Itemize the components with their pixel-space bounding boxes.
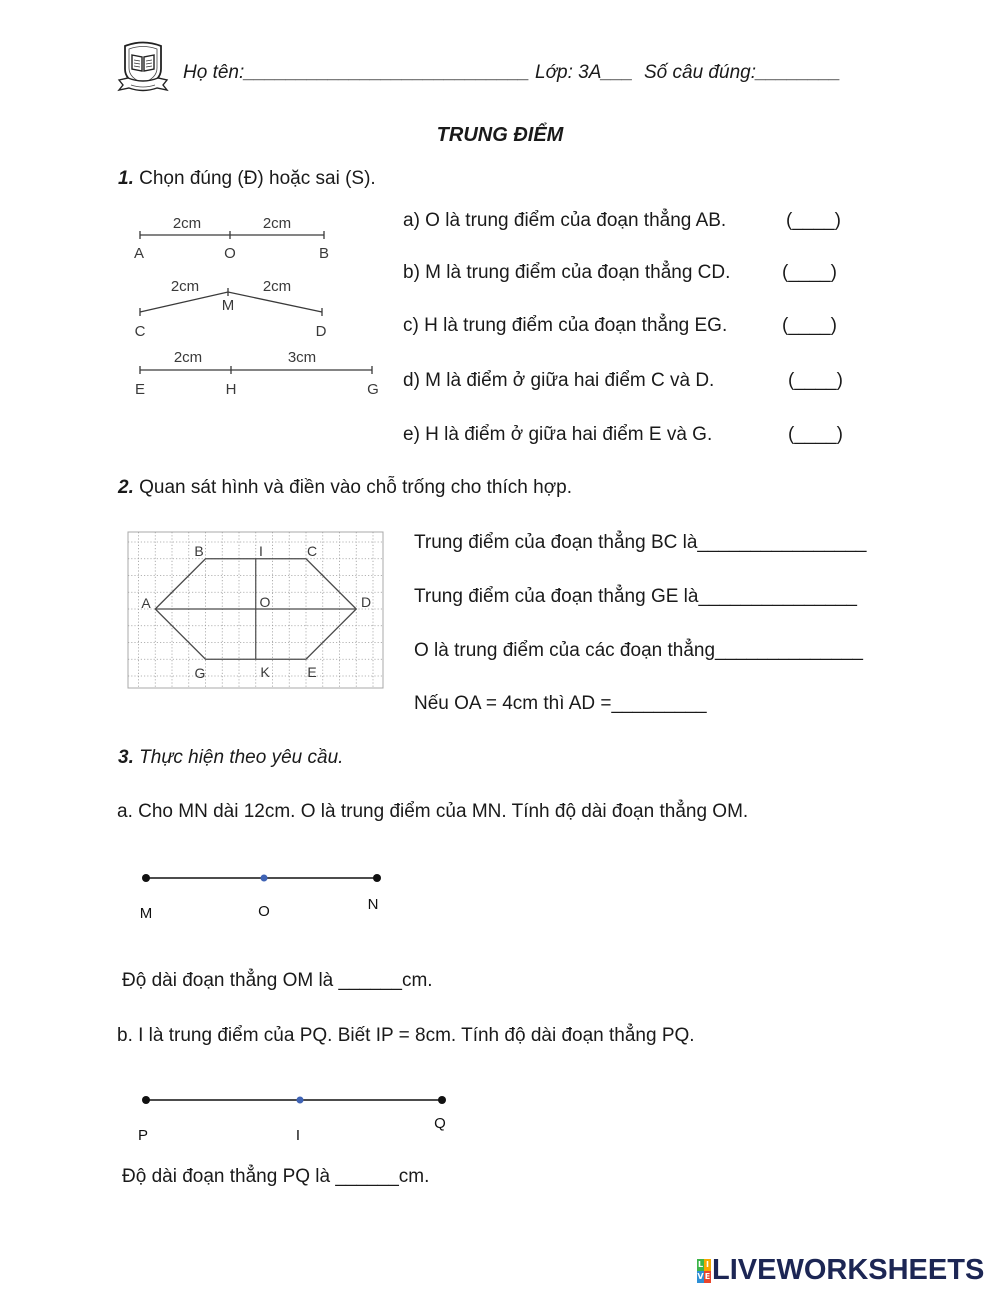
statement-c-answer[interactable]: (____) — [782, 315, 837, 336]
score-field — [644, 61, 841, 84]
point-o-label: O — [224, 245, 236, 262]
page-title: TRUNG ĐIỂM — [436, 124, 564, 146]
answer-prefix: Độ dài đoạn thẳng PQ là — [122, 1166, 336, 1187]
question-text: O là trung điểm của các đoạn thẳng — [414, 640, 716, 661]
point-o-label: O — [259, 594, 271, 610]
point-n-label: N — [367, 896, 379, 913]
point-g-label: G — [194, 665, 206, 681]
part-a-answer-line — [122, 969, 433, 992]
question-o-midpoint-segments — [414, 639, 863, 662]
logo-tile-i: I — [704, 1259, 711, 1271]
statement-b-answer[interactable]: (____) — [782, 262, 837, 283]
liveworksheets-icon — [697, 1259, 711, 1283]
class-label: Lớp: 3A — [535, 62, 602, 83]
point-c-label: C — [306, 543, 318, 559]
statement-e: e) H là điểm ở giữa hai điểm E và G. — [403, 424, 713, 445]
point-g-label: G — [367, 381, 379, 398]
length-ao-label: 2cm — [172, 215, 202, 232]
point-e-label: E — [134, 381, 146, 398]
length-cm-label: 2cm — [170, 278, 200, 295]
logo-tile-e: E — [704, 1272, 711, 1281]
length-hg-label: 3cm — [287, 349, 317, 366]
logo-tile-l: L — [697, 1260, 704, 1269]
point-o-label: O — [258, 903, 270, 920]
part-b-answer-line — [122, 1165, 429, 1188]
answer-prefix: Độ dài đoạn thẳng OM là — [122, 970, 339, 991]
part-a-prompt: a. Cho MN dài 12cm. O là trung điểm của MN. Tính độ dài đoạn thẳng OM. — [117, 801, 749, 822]
answer-unit: cm. — [401, 970, 433, 991]
class-field — [535, 61, 633, 84]
point-d-label: D — [360, 594, 372, 610]
answer-blank[interactable]: _______________ — [698, 586, 857, 607]
section2-figure — [125, 528, 387, 692]
point-q-label: Q — [434, 1115, 446, 1132]
liveworksheets-wordmark: LIVEWORKSHEETS — [712, 1254, 985, 1286]
logo-tile-v: V — [697, 1272, 704, 1281]
student-name-field — [183, 61, 530, 84]
question-ge-midpoint — [414, 585, 857, 608]
section1-number: 1. — [118, 168, 134, 189]
point-b-label: B — [318, 245, 330, 262]
question-bc-midpoint — [414, 531, 867, 554]
point-a-label: A — [133, 245, 145, 262]
liveworksheets-logo[interactable] — [697, 1256, 989, 1285]
class-blank[interactable]: ___ — [601, 62, 634, 83]
section2-instruction: Quan sát hình và điền vào chỗ trống cho thích hợp. — [139, 477, 572, 498]
point-m-label: M — [139, 905, 153, 922]
section1-instruction: Chọn đúng (Đ) hoặc sai (S). — [139, 168, 376, 189]
section1-figure — [120, 200, 390, 405]
point-p-dot — [142, 1096, 150, 1104]
point-a-label: A — [141, 595, 151, 611]
question-ad-length — [414, 692, 707, 715]
statement-a-answer[interactable]: (____) — [786, 210, 841, 231]
length-ob-label: 2cm — [262, 215, 292, 232]
segment-mn-figure — [130, 860, 390, 925]
score-blank[interactable]: ________ — [755, 62, 841, 83]
point-c-label: C — [134, 323, 146, 340]
score-label: Số câu đúng: — [644, 62, 756, 83]
school-crest-logo — [116, 38, 170, 94]
answer-blank[interactable]: ______ — [338, 970, 402, 991]
point-k-label: K — [260, 664, 270, 680]
point-m-dot — [142, 874, 150, 882]
answer-blank[interactable]: ______________ — [715, 640, 863, 661]
point-e-label: E — [307, 664, 317, 680]
length-md-label: 2cm — [262, 278, 292, 295]
statement-d: d) M là điểm ở giữa hai điểm C và D. — [403, 370, 715, 391]
point-i-label: I — [295, 1127, 301, 1144]
point-m-label: M — [221, 297, 235, 314]
student-name-blank[interactable]: ___________________________ — [244, 62, 530, 83]
point-i-label: I — [259, 543, 263, 559]
point-n-dot — [373, 874, 381, 882]
section3-heading — [118, 746, 343, 769]
point-h-label: H — [225, 381, 237, 398]
answer-blank[interactable]: ________________ — [697, 532, 867, 553]
statement-d-answer[interactable]: (____) — [788, 370, 843, 391]
statement-a: a) O là trung điểm của đoạn thẳng AB. — [403, 210, 727, 231]
segment-pq-figure — [130, 1085, 455, 1145]
answer-blank[interactable]: _________ — [611, 693, 707, 714]
question-text: Nếu OA = 4cm thì AD = — [414, 693, 612, 714]
point-d-label: D — [315, 323, 327, 340]
answer-blank[interactable]: ______ — [335, 1166, 399, 1187]
point-p-label: P — [137, 1127, 149, 1144]
length-eh-label: 2cm — [173, 349, 203, 366]
answer-unit: cm. — [398, 1166, 430, 1187]
question-text: Trung điểm của đoạn thẳng BC là — [414, 532, 698, 553]
statement-c: c) H là trung điểm của đoạn thẳng EG. — [403, 315, 728, 336]
section1-heading — [118, 167, 376, 190]
point-q-dot — [438, 1096, 446, 1104]
part-b-prompt: b. I là trung điểm của PQ. Biết IP = 8cm. Tính độ dài đoạn thẳng PQ. — [117, 1025, 695, 1046]
question-text: Trung điểm của đoạn thẳng GE là — [414, 586, 699, 607]
point-b-label: B — [194, 543, 204, 559]
section2-heading — [118, 476, 572, 499]
point-i-dot — [297, 1097, 304, 1104]
section3-number: 3. — [118, 747, 134, 768]
statement-b: b) M là trung điểm của đoạn thẳng CD. — [403, 262, 731, 283]
statement-e-answer[interactable]: (____) — [788, 424, 843, 445]
section2-number: 2. — [118, 477, 134, 498]
student-name-label: Họ tên: — [183, 62, 245, 83]
point-o-dot — [261, 875, 268, 882]
section3-instruction: Thực hiện theo yêu cầu. — [139, 747, 344, 768]
